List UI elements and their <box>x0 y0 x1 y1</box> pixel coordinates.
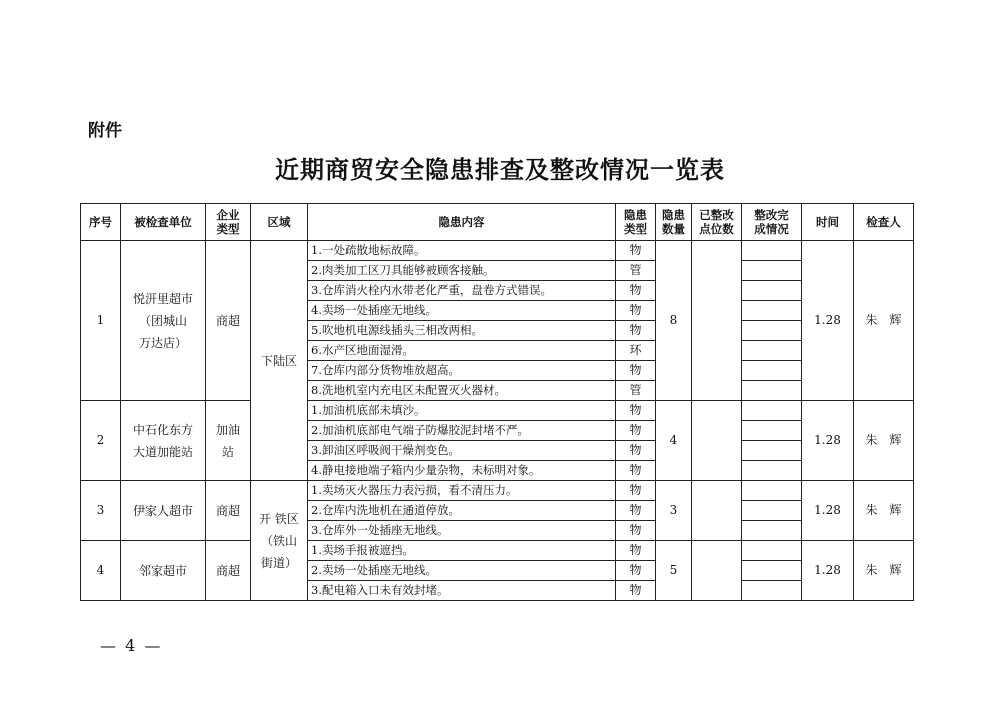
fixed-points-cell <box>692 541 742 601</box>
inspector-cell: 朱 辉 <box>854 241 914 401</box>
hazard-count-cell: 8 <box>656 241 692 401</box>
issue-content-cell: 6.水产区地面湿滑。 <box>308 341 616 361</box>
table-row <box>81 481 914 501</box>
company-type-cell: 加油 站 <box>206 401 251 481</box>
rectify-status-cell <box>742 401 802 421</box>
issue-content-cell: 3.卸油区呼吸阀干燥剂变色。 <box>308 441 616 461</box>
inspector-cell: 朱 辉 <box>854 541 914 601</box>
issue-type-cell: 物 <box>616 281 656 301</box>
issue-type-cell: 物 <box>616 461 656 481</box>
issue-type-cell: 物 <box>616 321 656 341</box>
hazard-count-cell: 5 <box>656 541 692 601</box>
header-fixed-points: 已整改 点位数 <box>692 204 742 241</box>
area-cell-xialu: 下陆区 <box>251 241 308 481</box>
header-time: 时间 <box>802 204 854 241</box>
table-row <box>81 401 914 421</box>
unit-name-cell: 悦汧里超市 （团城山 万达店） <box>121 241 206 401</box>
rectify-status-cell <box>742 241 802 261</box>
issue-type-cell: 管 <box>616 261 656 281</box>
rectify-status-cell <box>742 281 802 301</box>
issue-content-cell: 1.卖场灭火器压力表污损，看不清压力。 <box>308 481 616 501</box>
issue-type-cell: 管 <box>616 381 656 401</box>
issue-type-cell: 物 <box>616 501 656 521</box>
issue-type-cell: 物 <box>616 481 656 501</box>
unit-name-cell: 邻家超市 <box>121 541 206 601</box>
header-unit: 被检查单位 <box>121 204 206 241</box>
rectify-status-cell <box>742 441 802 461</box>
rectify-status-cell <box>742 321 802 341</box>
issue-type-cell: 物 <box>616 441 656 461</box>
header-content: 隐患内容 <box>308 204 616 241</box>
issue-type-cell: 物 <box>616 521 656 541</box>
rectify-status-cell <box>742 521 802 541</box>
hazard-table <box>80 203 914 601</box>
rectify-status-cell <box>742 461 802 481</box>
issue-content-cell: 7.仓库内部分货物堆放超高。 <box>308 361 616 381</box>
company-type-cell: 商超 <box>206 481 251 541</box>
issue-type-cell: 物 <box>616 561 656 581</box>
hazard-count-cell: 4 <box>656 401 692 481</box>
header-hazard-count: 隐患 数量 <box>656 204 692 241</box>
time-cell: 1.28 <box>802 481 854 541</box>
issue-content-cell: 2.卖场一处插座无地线。 <box>308 561 616 581</box>
table-row <box>81 541 914 561</box>
issue-content-cell: 4.卖场一处插座无地线。 <box>308 301 616 321</box>
seq-cell: 1 <box>81 241 121 401</box>
rectify-status-cell <box>742 481 802 501</box>
header-hazard-type: 隐患 类型 <box>616 204 656 241</box>
issue-content-cell: 2.肉类加工区刀具能够被顾客接触。 <box>308 261 616 281</box>
rectify-status-cell <box>742 421 802 441</box>
header-row <box>81 204 914 241</box>
seq-cell: 2 <box>81 401 121 481</box>
header-seq: 序号 <box>81 204 121 241</box>
header-inspector: 检查人 <box>854 204 914 241</box>
company-type-cell: 商超 <box>206 541 251 601</box>
rectify-status-cell <box>742 561 802 581</box>
issue-content-cell: 2.仓库内洗地机在通道停放。 <box>308 501 616 521</box>
issue-type-cell: 物 <box>616 541 656 561</box>
issue-type-cell: 物 <box>616 361 656 381</box>
table-row <box>81 241 914 261</box>
unit-name-cell: 中石化东方 大道加能站 <box>121 401 206 481</box>
fixed-points-cell <box>692 481 742 541</box>
page-number: — 4 — <box>100 636 163 655</box>
issue-content-cell: 1.卖场手报被遮挡。 <box>308 541 616 561</box>
rectify-status-cell <box>742 541 802 561</box>
time-cell: 1.28 <box>802 401 854 481</box>
rectify-status-cell <box>742 261 802 281</box>
inspector-cell: 朱 辉 <box>854 481 914 541</box>
area-cell-tieshan: 开 铁区 （铁山 街道） <box>251 481 308 601</box>
rectify-status-cell <box>742 581 802 601</box>
issue-type-cell: 物 <box>616 301 656 321</box>
issue-content-cell: 2.加油机底部电气端子防爆胶泥封堵不严。 <box>308 421 616 441</box>
issue-content-cell: 8.洗地机室内充电区未配置灭火器材。 <box>308 381 616 401</box>
fixed-points-cell <box>692 241 742 401</box>
rectify-status-cell <box>742 501 802 521</box>
issue-type-cell: 物 <box>616 581 656 601</box>
seq-cell: 3 <box>81 481 121 541</box>
issue-content-cell: 3.仓库消火栓内水带老化严重，盘卷方式错误。 <box>308 281 616 301</box>
issue-type-cell: 物 <box>616 401 656 421</box>
inspector-cell: 朱 辉 <box>854 401 914 481</box>
attachment-label: 附件 <box>88 121 122 141</box>
unit-name-cell: 伊家人超市 <box>121 481 206 541</box>
rectify-status-cell <box>742 341 802 361</box>
header-area: 区域 <box>251 204 308 241</box>
company-type-cell: 商超 <box>206 241 251 401</box>
rectify-status-cell <box>742 361 802 381</box>
issue-content-cell: 3.仓库外一处插座无地线。 <box>308 521 616 541</box>
page-title: 近期商贸安全隐患排查及整改情况一览表 <box>275 155 725 184</box>
issue-type-cell: 物 <box>616 421 656 441</box>
issue-type-cell: 环 <box>616 341 656 361</box>
rectify-status-cell <box>742 301 802 321</box>
issue-type-cell: 物 <box>616 241 656 261</box>
time-cell: 1.28 <box>802 241 854 401</box>
issue-content-cell: 1.一处疏散地标故障。 <box>308 241 616 261</box>
fixed-points-cell <box>692 401 742 481</box>
issue-content-cell: 1.加油机底部未填沙。 <box>308 401 616 421</box>
time-cell: 1.28 <box>802 541 854 601</box>
issue-content-cell: 4.静电接地端子箱内少量杂物，未标明对象。 <box>308 461 616 481</box>
header-company-type: 企业 类型 <box>206 204 251 241</box>
rectify-status-cell <box>742 381 802 401</box>
header-rectify-status: 整改完 成情况 <box>742 204 802 241</box>
seq-cell: 4 <box>81 541 121 601</box>
issue-content-cell: 5.吹地机电源线插头三相改两相。 <box>308 321 616 341</box>
hazard-count-cell: 3 <box>656 481 692 541</box>
issue-content-cell: 3.配电箱入口未有效封堵。 <box>308 581 616 601</box>
